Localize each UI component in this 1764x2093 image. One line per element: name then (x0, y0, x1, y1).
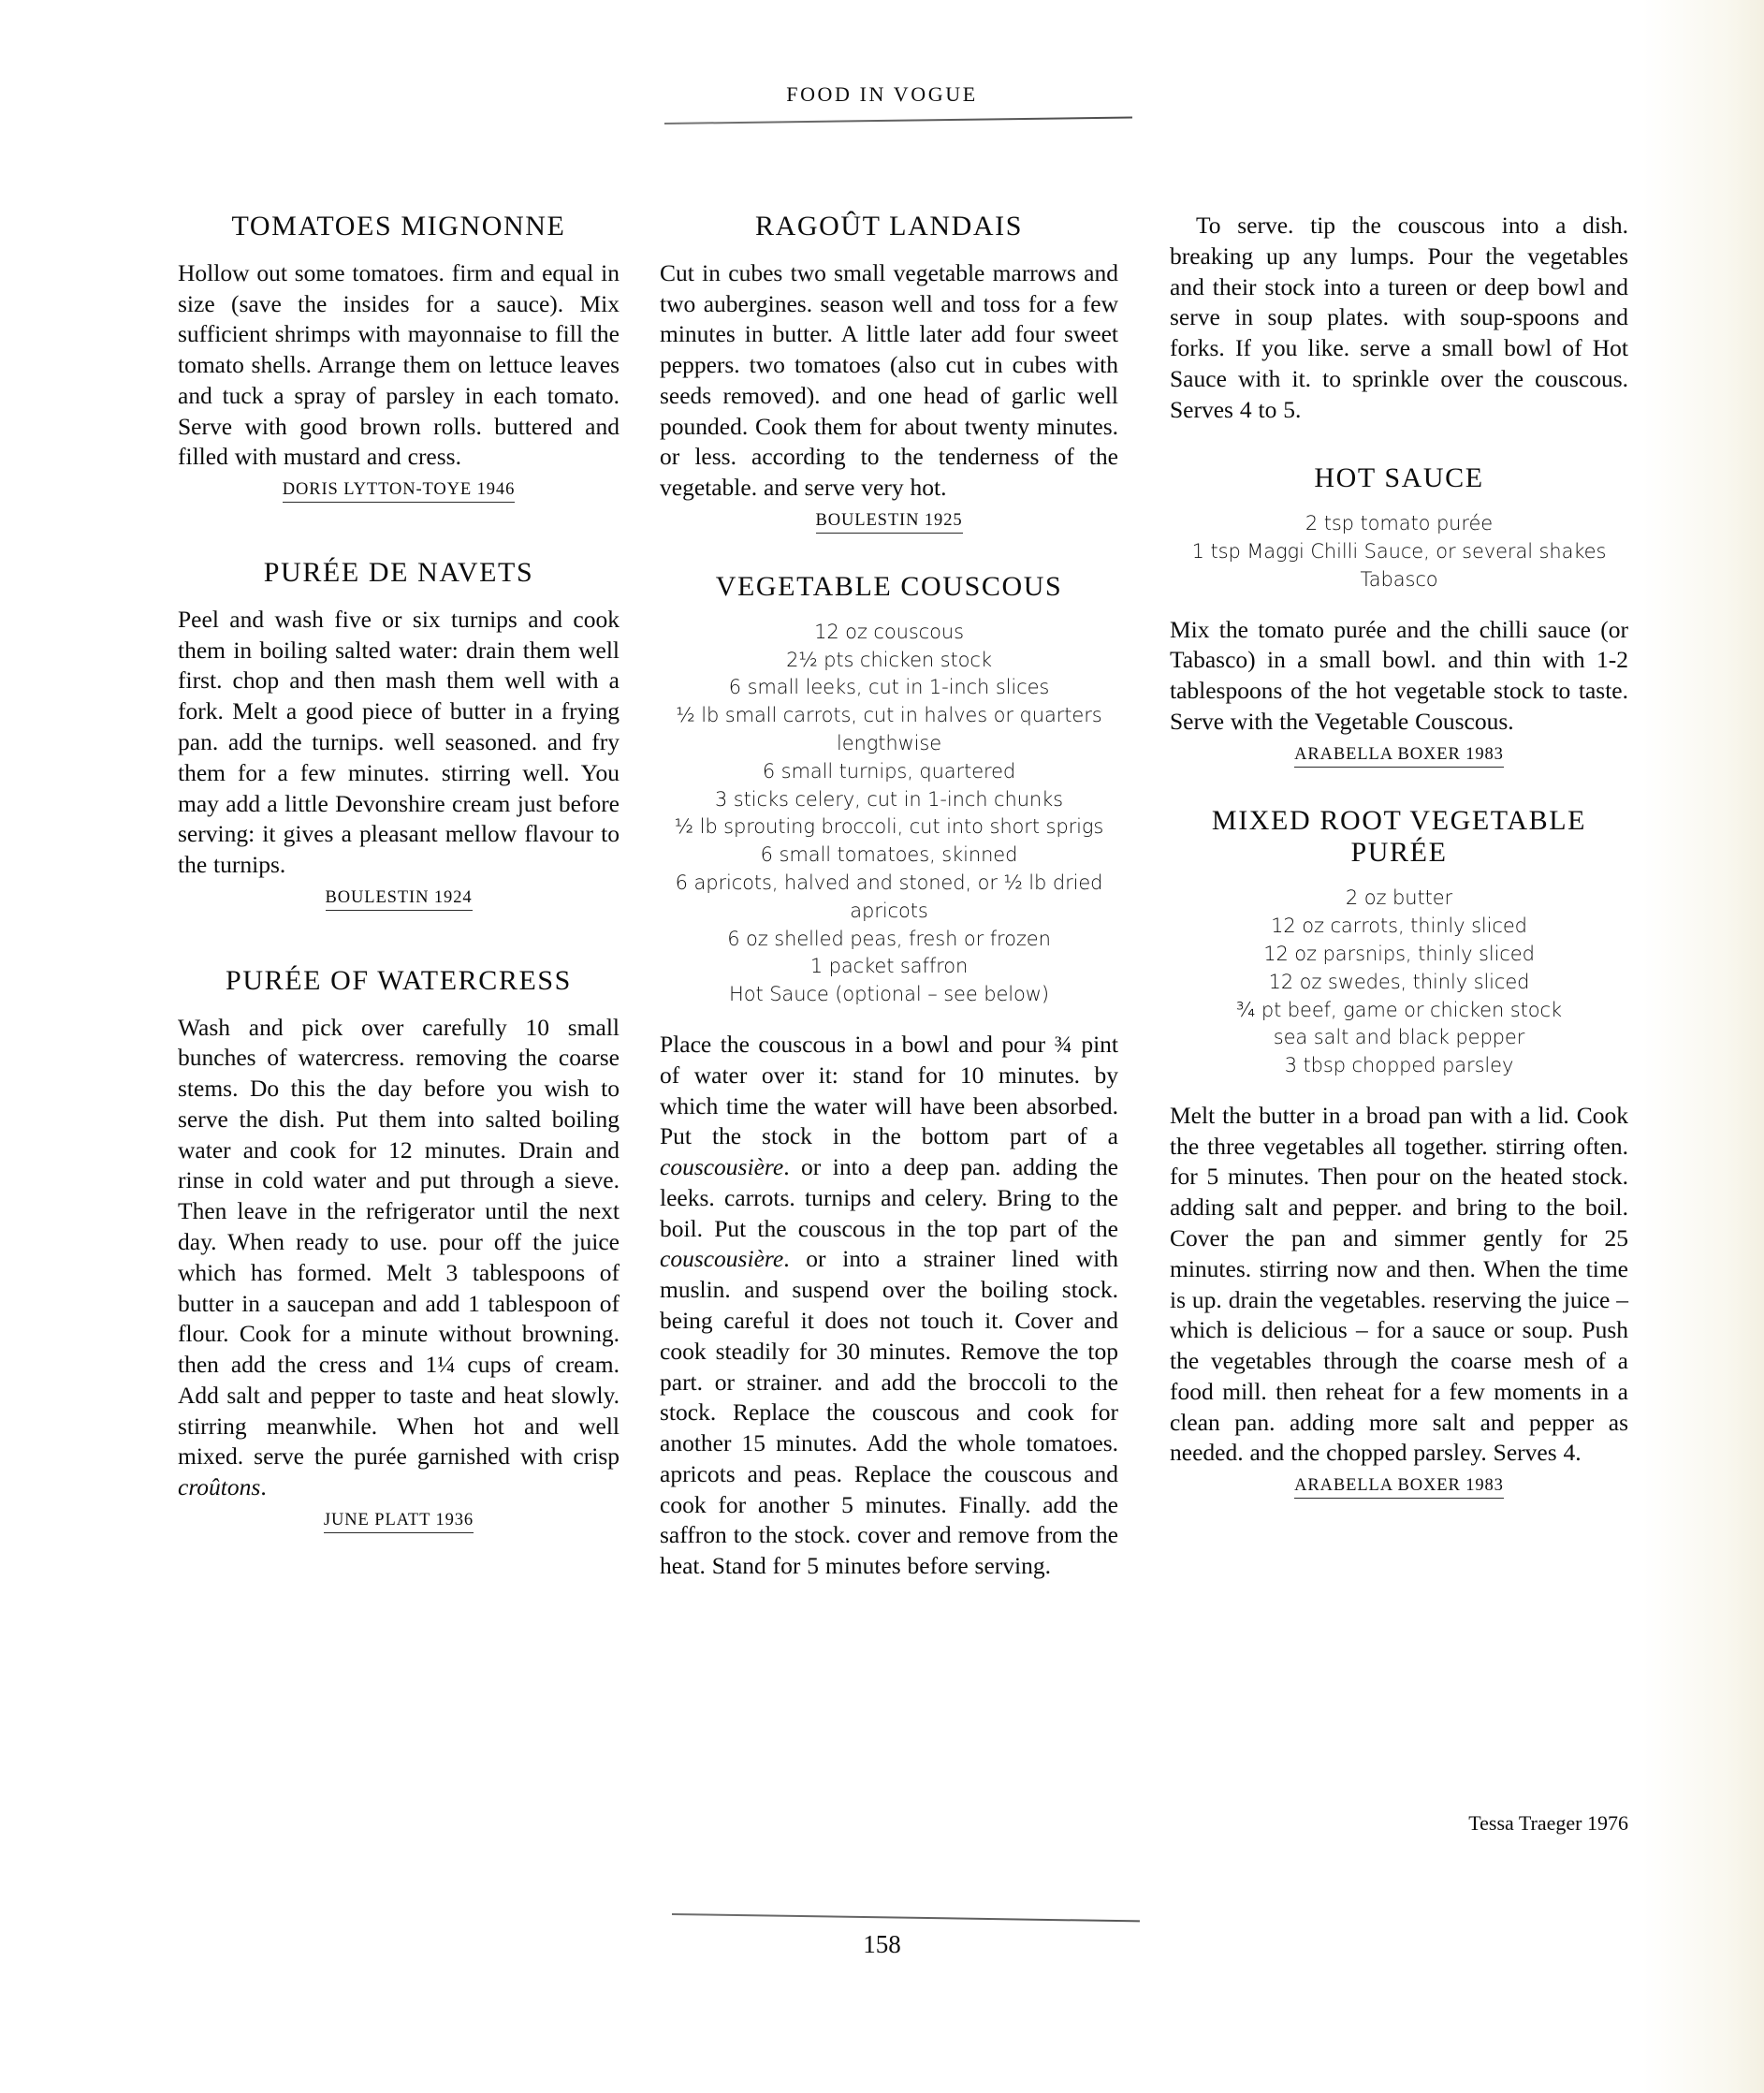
ingredient-list-hot-sauce (1170, 510, 1628, 593)
ingredient-item: 12 oz couscous (814, 620, 964, 643)
spacer (1170, 425, 1628, 462)
ingredient-item: ½ lb sprouting broccoli, cut into short sprigs (674, 815, 1104, 839)
ingredient-item: 6 small leeks, cut in 1-inch slices (728, 676, 1050, 699)
running-head: FOOD IN VOGUE (786, 82, 978, 106)
spacer (178, 503, 620, 557)
attribution-wrap (660, 511, 1118, 534)
italic-term-couscousiere-1: couscousière (660, 1153, 784, 1181)
attribution-boulestin-1925: BOULESTIN 1925 (816, 511, 963, 534)
ingredient-item: 12 oz parsnips, thinly sliced (1263, 942, 1535, 965)
attribution-wrap (178, 480, 620, 503)
attribution-june-platt: JUNE PLATT 1936 (324, 1511, 474, 1533)
ingredient-item: 6 apricots, halved and stoned, or ½ lb dried apricots (675, 871, 1103, 922)
ingredient-list-vegetable-couscous (660, 619, 1118, 1009)
attribution-boulestin-1924: BOULESTIN 1924 (326, 888, 473, 911)
attribution-arabella-boxer-hot-sauce: ARABELLA BOXER 1983 (1294, 745, 1504, 768)
ingredient-item: 2½ pts chicken stock (786, 648, 992, 671)
ingredient-item: 6 oz shelled peas, fresh or frozen (727, 927, 1051, 950)
page-number: 158 (863, 1930, 901, 1958)
attribution-wrap (1170, 1476, 1628, 1499)
column-3 (1170, 211, 1628, 1499)
recipe-title-hot-sauce: HOT SAUCE (1314, 462, 1484, 494)
recipe-method-vegetable-couscous (660, 1030, 1118, 1582)
recipe-method-puree-of-watercress (178, 1013, 620, 1503)
spacer (178, 911, 620, 965)
ingredient-item: 6 small turnips, quartered (762, 759, 1016, 783)
recipe-method-hot-sauce: Mix the tomato purée and the chilli sauce (or Tabasco) in a small bowl. and thin with 1-2 tablespoons of the hot vegetable stock to taste. Serve with the Vegetable Couscous. (1170, 615, 1628, 735)
column-1 (178, 211, 620, 1533)
attribution-wrap (178, 888, 620, 911)
attribution-doris-lytton-toye: DORIS LYTTON-TOYE 1946 (283, 480, 516, 503)
spacer (660, 534, 1118, 571)
method-text-part2: . or into a deep pan. adding the leeks. carrots. turnips and celery. Bring to the boil. Put the couscous in the top part of the (660, 1153, 1118, 1242)
header-rule (664, 116, 1132, 124)
method-text-part3: . or into a strainer lined with muslin. and suspend over the boiling stock. being careful it does not touch it. Cover and cook steadily for 30 minutes. Remove the top part. or strainer. and add the broccoli to the stock. Replace the couscous and cook for another 15 minutes. Add the whole tomatoes. apricots and peas. Replace the couscous and cook for another 5 minutes. Finally. add the saffron to the stock. cover and remove from the heat. Stand for 5 minutes before serving. (660, 1245, 1118, 1580)
italic-term-croutons: croûtons (178, 1473, 261, 1501)
ingredient-item: 1 tsp Maggi Chilli Sauce, or several shakes Tabasco (1191, 539, 1607, 591)
couscous-continuation-text: To serve. tip the couscous into a dish. breaking up any lumps. Pour the vegetables and their stock into a tureen or deep bowl and serve in soup plates. with soup-spoons and forks. If you like. serve a small bowl of Hot Sauce with it. to sprinkle over the couscous. Serves 4 to 5. (1170, 212, 1628, 423)
ingredient-item: 12 oz swedes, thinly sliced (1268, 970, 1530, 993)
method-text-part1: Place the couscous in a bowl and pour ¾ pint of water over it: stand for 10 minutes. by which time the water will have been absorbed. Put the stock in the bottom part of a (660, 1031, 1118, 1150)
attribution-arabella-boxer-puree: ARABELLA BOXER 1983 (1294, 1476, 1504, 1499)
recipe-method-puree-de-navets: Peel and wash five or six turnips and cook them in boiling salted water: drain them well first. chop and then mash them well with a fork. Melt a good piece of butter in a frying pan. add the turnips. well seasoned. and fry them for a few minutes. stirring well. You may add a little Devonshire cream just before serving: it gives a pleasant mellow flavour to the turnips. (178, 605, 620, 879)
column-2 (660, 211, 1118, 1582)
photo-credit: Tessa Traeger 1976 (1468, 1811, 1628, 1835)
recipe-title-mixed-root-vegetable-puree: MIXED ROOT VEGETABLE PURÉE (1211, 804, 1587, 869)
ingredient-item: 2 tsp tomato purée (1305, 512, 1494, 535)
recipe-title-puree-of-watercress: PURÉE OF WATERCRESS (226, 964, 572, 996)
recipe-method-tomatoes-mignonne: Hollow out some tomatoes. firm and equal in size (save the insides for a sauce). Mix sufficient shrimps with mayonnaise to fill the tomato shells. Arrange them on lettuce leaves and tuck a spray of parsley in each tomato. Serve with good brown rolls. buttered and filled with mustard and cress. (178, 258, 620, 471)
ingredient-item: ½ lb small carrots, cut in halves or quarters lengthwise (676, 704, 1102, 754)
method-text-part2: . (260, 1473, 267, 1501)
recipe-title-puree-de-navets: PURÉE DE NAVETS (263, 557, 534, 589)
ingredient-item: 3 sticks celery, cut in 1-inch chunks (714, 787, 1064, 811)
footer-rule (672, 1913, 1140, 1922)
ingredient-item: 2 oz butter (1345, 886, 1453, 910)
ingredient-item: Hot Sauce (optional – see below) (729, 983, 1049, 1006)
recipe-method-ragout-landais: Cut in cubes two small vegetable marrows and two aubergines. season well and toss for a few minutes in butter. A little later add four sweet peppers. two tomatoes (also cut in cubes with seeds removed). and one head of garlic well pounded. Cook them for about twenty minutes. or less. according to the tenderness of the vegetable. and serve very hot. (660, 258, 1118, 502)
ingredient-item: 3 tbsp chopped parsley (1284, 1054, 1514, 1077)
recipe-method-mixed-root-vegetable-puree: Melt the butter in a broad pan with a lid. Cook the three vegetables all together. stirring often. for 5 minutes. Then pour on the heated stock. adding salt and pepper. and bring to the boil. Cover the pan and simmer gently for 25 minutes. stirring now and then. When the time is up. drain the vegetables. reserving the juice – which is delicious – for a sauce or soup. Push the vegetables through the coarse mesh of a food mill. then reheat for a few moments in a clean pan. adding more salt and pepper as needed. and the chopped parsley. Serves 4. (1170, 1101, 1628, 1467)
italic-term-couscousiere-2: couscousière (660, 1245, 784, 1273)
attribution-wrap (178, 1511, 620, 1533)
ingredient-item: 6 small tomatoes, skinned (760, 843, 1018, 867)
recipe-title-tomatoes-mignonne: TOMATOES MIGNONNE (231, 211, 566, 242)
recipe-title-ragout-landais: RAGOÛT LANDAIS (754, 211, 1023, 242)
ingredient-item: ¾ pt beef, game or chicken stock (1236, 998, 1562, 1021)
method-text-part1: Wash and pick over carefully 10 small bunches of watercress. removing the coarse stems. Do this the day before you wish to serve the dish. Put them into salted boiling water and cook for 12 minutes. Drain and rinse in cold water and put through a sieve. Then leave in the refrigerator until the next day. When ready to use. pour off the juice which has formed. Melt 3 tablespoons of butter in a saucepan and add 1 tablespoon of flour. Cook for a minute without browning. then add the cress and 1¼ cups of cream. Add salt and pepper to taste and heat slowly. stirring meanwhile. When hot and well mixed. serve the purée garnished with crisp (178, 1013, 620, 1471)
ingredient-item: sea salt and black pepper (1273, 1026, 1525, 1049)
spacer (1170, 768, 1628, 805)
ingredient-item: 12 oz carrots, thinly sliced (1271, 915, 1527, 938)
recipe-title-vegetable-couscous: VEGETABLE COUSCOUS (715, 570, 1063, 602)
ingredient-item: 1 packet saffron (809, 955, 969, 978)
attribution-wrap (1170, 745, 1628, 768)
ingredient-list-mixed-root-vegetable-puree (1170, 885, 1628, 1080)
